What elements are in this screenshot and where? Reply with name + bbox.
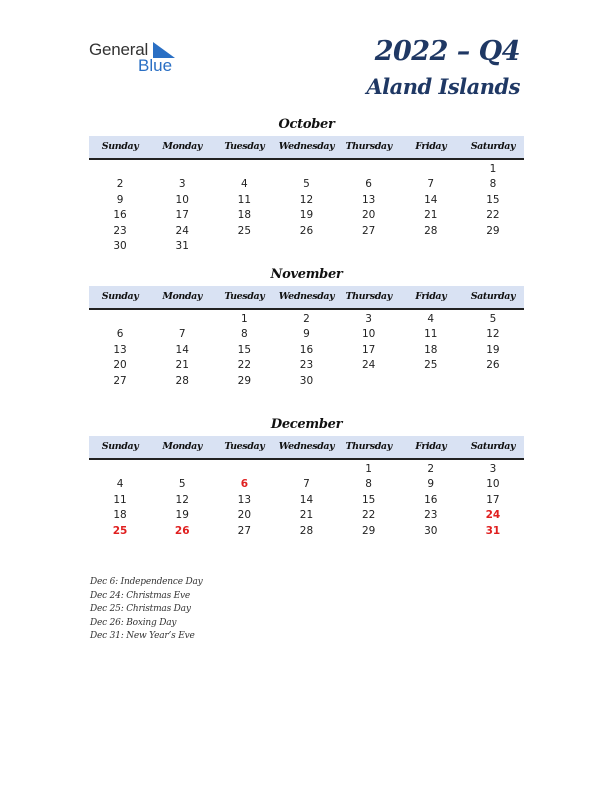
day-cell: 7	[303, 478, 310, 491]
weekday-label: Monday	[162, 291, 203, 302]
weekday-label: Saturday	[470, 441, 516, 452]
week-row	[89, 477, 524, 492]
empty-day-cell	[151, 162, 213, 177]
empty-day-cell	[462, 239, 524, 254]
week-row	[89, 239, 524, 254]
day-cell: 22	[486, 209, 500, 222]
week-row	[89, 193, 524, 208]
day-cell: 31	[485, 524, 501, 537]
holiday-note: Dec 6: Independence Day	[90, 577, 203, 587]
day-cell: 12	[175, 493, 189, 506]
day-cell: 3	[489, 463, 497, 475]
weekday-header	[89, 436, 524, 460]
holiday-note: Dec 26: Boxing Day	[90, 617, 177, 628]
day-cell: 22	[237, 359, 252, 372]
day-cell: 26	[486, 359, 500, 372]
day-cell: 30	[299, 374, 314, 387]
week-row	[89, 177, 524, 192]
empty-day-cell	[151, 462, 213, 477]
day-cell: 5	[303, 178, 310, 191]
day-cell: 1	[489, 163, 497, 175]
day-cell: 24	[175, 224, 189, 237]
day-cell: 14	[299, 493, 314, 506]
weekday-label: Tuesday	[224, 441, 265, 452]
day-cell: 18	[237, 209, 252, 222]
empty-day-cell	[400, 162, 462, 177]
day-cell: 26	[299, 224, 314, 237]
day-cell: 22	[361, 509, 376, 522]
day-cell: 28	[424, 224, 438, 237]
week-row	[89, 374, 524, 389]
holiday-note: Dec 24: Christmas Eve	[90, 590, 191, 601]
day-cell: 3	[365, 313, 372, 325]
day-cell: 9	[116, 193, 124, 206]
weekday-label: Friday	[415, 141, 447, 152]
day-cell: 13	[113, 343, 127, 356]
day-cell: 8	[241, 328, 248, 341]
day-cell: 27	[237, 524, 252, 537]
day-cell: 6	[116, 328, 124, 341]
day-cell: 25	[424, 359, 438, 372]
day-cell: 4	[241, 178, 248, 191]
day-cell: 11	[237, 193, 252, 206]
day-cell: 28	[175, 374, 189, 387]
month-october	[89, 116, 524, 254]
weekday-label: Sunday	[101, 441, 139, 452]
day-cell: 2	[303, 313, 310, 325]
day-cell: 30	[113, 239, 127, 252]
month-title: November	[270, 267, 343, 282]
weekday-header	[89, 286, 524, 310]
day-cell: 20	[237, 509, 252, 522]
week-row	[89, 343, 524, 358]
empty-day-cell	[400, 374, 462, 389]
day-cell: 14	[175, 343, 189, 356]
day-cell: 7	[178, 328, 186, 341]
day-cell: 27	[361, 224, 376, 237]
calendar-grid	[89, 462, 524, 539]
day-cell: 19	[175, 509, 189, 522]
day-cell: 21	[424, 209, 438, 222]
general-blue-logo	[89, 40, 189, 76]
weekday-label: Friday	[415, 291, 447, 302]
day-cell: 10	[486, 478, 500, 491]
day-cell: 8	[489, 178, 497, 191]
month-title: December	[270, 417, 343, 432]
day-cell: 16	[424, 493, 438, 506]
day-cell: 19	[486, 343, 500, 356]
week-row	[89, 524, 524, 539]
week-row	[89, 358, 524, 373]
day-cell: 12	[299, 193, 314, 206]
logo-blue-text: Blue	[138, 56, 173, 75]
day-cell: 29	[237, 374, 252, 387]
weekday-label: Thursday	[345, 291, 392, 302]
week-row	[89, 224, 524, 239]
day-cell: 8	[365, 478, 372, 491]
day-cell: 24	[485, 509, 501, 522]
day-cell: 31	[175, 239, 189, 252]
day-cell: 25	[237, 224, 252, 237]
day-cell: 27	[113, 374, 127, 387]
empty-day-cell	[275, 239, 337, 254]
day-cell: 11	[113, 493, 127, 506]
day-cell: 5	[489, 313, 497, 325]
day-cell: 15	[361, 493, 376, 506]
empty-day-cell	[338, 239, 400, 254]
week-row	[89, 493, 524, 508]
weekday-label: Saturday	[470, 291, 516, 302]
day-cell: 25	[112, 524, 128, 537]
week-row	[89, 162, 524, 177]
weekday-label: Tuesday	[224, 291, 265, 302]
day-cell: 14	[424, 193, 438, 206]
day-cell: 11	[424, 328, 438, 341]
day-cell: 23	[299, 359, 314, 372]
day-cell: 2	[427, 463, 435, 475]
day-cell: 16	[113, 209, 127, 222]
day-cell: 4	[116, 478, 124, 491]
week-row	[89, 208, 524, 223]
day-cell: 20	[361, 209, 376, 222]
day-cell: 21	[175, 359, 189, 372]
day-cell: 24	[361, 359, 376, 372]
day-cell: 29	[361, 524, 376, 537]
day-cell: 2	[116, 178, 124, 191]
day-cell: 17	[175, 209, 189, 222]
empty-day-cell	[338, 374, 400, 389]
month-december	[89, 416, 524, 539]
day-cell: 23	[113, 224, 127, 237]
day-cell: 15	[237, 343, 252, 356]
day-cell: 1	[241, 313, 248, 325]
day-cell: 12	[486, 328, 500, 341]
day-cell: 17	[361, 343, 376, 356]
week-row	[89, 462, 524, 477]
day-cell: 18	[113, 509, 127, 522]
weekday-label: Thursday	[345, 141, 392, 152]
day-cell: 6	[240, 478, 248, 491]
day-cell: 16	[299, 343, 314, 356]
holiday-notes	[90, 576, 203, 644]
day-cell: 10	[175, 193, 189, 206]
day-cell: 20	[113, 359, 127, 372]
calendar-grid	[89, 162, 524, 254]
weekday-label: Sunday	[101, 141, 139, 152]
day-cell: 13	[237, 493, 252, 506]
weekday-label: Monday	[162, 141, 203, 152]
page-title: 2022 – Q4	[374, 36, 520, 67]
month-november	[89, 266, 524, 389]
page-subtitle: Aland Islands	[366, 74, 520, 99]
day-cell: 23	[424, 509, 438, 522]
day-cell: 4	[427, 313, 435, 325]
day-cell: 3	[178, 178, 186, 191]
weekday-label: Monday	[162, 441, 203, 452]
weekday-header	[89, 136, 524, 160]
day-cell: 29	[486, 224, 500, 237]
weekday-label: Wednesday	[278, 291, 335, 302]
empty-day-cell	[89, 462, 151, 477]
day-cell: 17	[486, 493, 500, 506]
weekday-label: Thursday	[345, 441, 392, 452]
week-row	[89, 508, 524, 523]
day-cell: 13	[361, 193, 376, 206]
day-cell: 6	[365, 178, 372, 191]
week-row	[89, 312, 524, 327]
day-cell: 15	[486, 193, 500, 206]
day-cell: 10	[361, 328, 376, 341]
day-cell: 5	[178, 478, 186, 491]
empty-day-cell	[89, 162, 151, 177]
day-cell: 19	[299, 209, 314, 222]
empty-day-cell	[89, 312, 151, 327]
empty-day-cell	[213, 162, 275, 177]
holiday-note: Dec 25: Christmas Day	[90, 604, 191, 615]
empty-day-cell	[462, 374, 524, 389]
day-cell: 18	[424, 343, 438, 356]
empty-day-cell	[275, 162, 337, 177]
calendar-grid	[89, 312, 524, 389]
day-cell: 26	[174, 524, 190, 537]
empty-day-cell	[213, 462, 275, 477]
day-cell: 28	[299, 524, 314, 537]
day-cell: 1	[365, 463, 372, 475]
day-cell: 9	[427, 478, 435, 491]
weekday-label: Sunday	[101, 291, 139, 302]
weekday-label: Wednesday	[278, 141, 335, 152]
empty-day-cell	[338, 162, 400, 177]
weekday-label: Tuesday	[224, 141, 265, 152]
day-cell: 7	[427, 178, 435, 191]
empty-day-cell	[400, 239, 462, 254]
holiday-note: Dec 31: New Year’s Eve	[90, 631, 195, 642]
day-cell: 30	[424, 524, 438, 537]
weekday-label: Friday	[415, 441, 447, 452]
logo-general-text: General	[89, 40, 149, 59]
empty-day-cell	[151, 312, 213, 327]
weekday-label: Saturday	[470, 141, 516, 152]
empty-day-cell	[275, 462, 337, 477]
day-cell: 21	[299, 509, 314, 522]
empty-day-cell	[213, 239, 275, 254]
week-row	[89, 327, 524, 342]
month-title: October	[278, 117, 335, 132]
day-cell: 9	[303, 328, 310, 341]
weekday-label: Wednesday	[278, 441, 335, 452]
